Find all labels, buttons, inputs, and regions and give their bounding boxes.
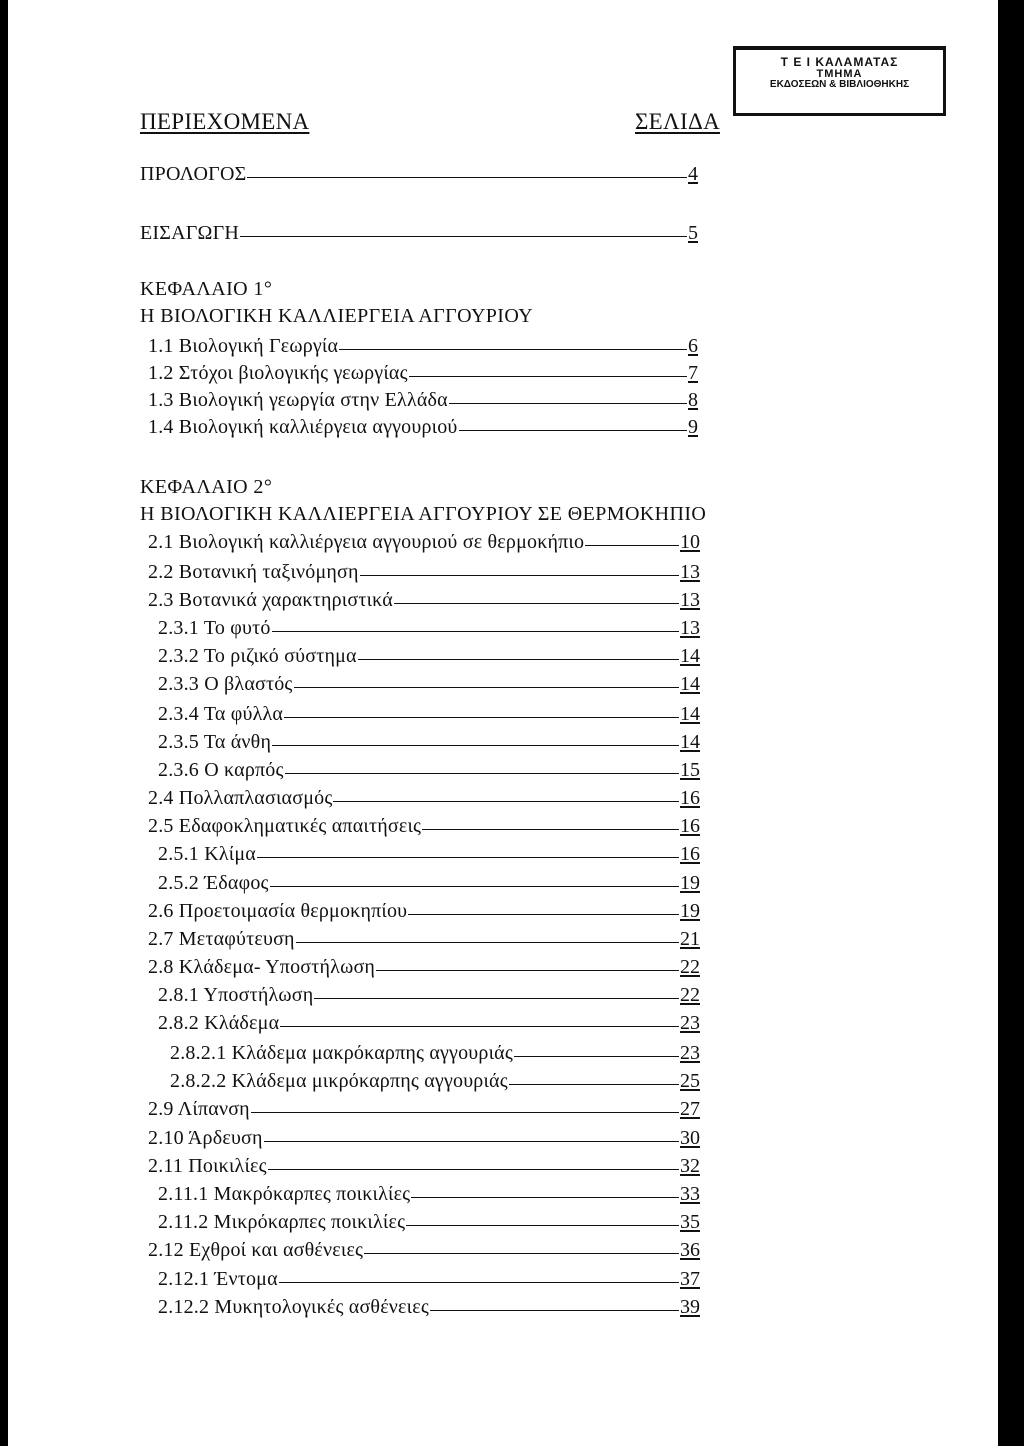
toc-entry-title: ΠΡΟΛΟΓΟΣ [140, 163, 247, 185]
toc-leader-line [284, 717, 679, 718]
toc-page-number: 27 [680, 1098, 700, 1120]
toc-entry-title: 2.5.1 Κλίμα [158, 843, 256, 865]
toc-page-number: 25 [680, 1070, 700, 1092]
toc-page-number: 8 [688, 389, 698, 411]
toc-entry [158, 843, 700, 869]
toc-page-number: 14 [680, 645, 700, 667]
toc-page-number: 14 [680, 703, 700, 725]
toc-leader-line [360, 575, 679, 576]
toc-entry [148, 362, 698, 388]
toc-entry-title: 2.3.3 Ο βλαστός [158, 673, 293, 695]
toc-leader-line [411, 1197, 679, 1198]
page-column-heading: ΣΕΛΙΔΑ [635, 109, 720, 134]
toc-page-number: 36 [680, 1239, 700, 1261]
toc-entry-title: 2.12.1 Έντομα [158, 1268, 278, 1290]
toc-page-number: 22 [680, 956, 700, 978]
toc-entry-title: 2.11.2 Μικρόκαρπες ποικιλίες [158, 1211, 406, 1233]
toc-leader-line [270, 886, 679, 887]
toc-entry-title: 2.11.1 Μακρόκαρπες ποικιλίες [158, 1183, 411, 1205]
toc-entry-title: ΕΙΣΑΓΩΓΗ [140, 222, 239, 244]
toc-leader-line [272, 745, 679, 746]
toc-entry [140, 163, 698, 189]
toc-page-number: 14 [680, 731, 700, 753]
toc-page-number: 15 [680, 759, 700, 781]
toc-page-number: 33 [680, 1183, 700, 1205]
toc-entry [148, 928, 700, 954]
toc-leader-line [459, 430, 687, 431]
toc-page-number: 30 [680, 1127, 700, 1149]
toc-entry [148, 1127, 700, 1153]
toc-entry-title: 2.3.1 Το φυτό [158, 617, 271, 639]
toc-leader-line [585, 545, 679, 546]
toc-entry [170, 1042, 700, 1068]
toc-leader-line [358, 659, 679, 660]
toc-page-number: 13 [680, 617, 700, 639]
toc-entry [148, 815, 700, 841]
toc-entry [158, 1211, 700, 1237]
toc-page-number: 10 [680, 531, 700, 553]
toc-entry-title: 2.5 Εδαφοκληματικές απαιτήσεις [148, 815, 422, 837]
toc-entry [158, 984, 700, 1010]
toc-entry-title: 2.5.2 Έδαφος [158, 872, 269, 894]
toc-entry-title: 2.12 Εχθροί και ασθένειες [148, 1239, 364, 1261]
toc-leader-line [376, 970, 679, 971]
toc-entry-title: 2.10 Άρδευση [148, 1127, 263, 1149]
toc-entry [148, 787, 700, 813]
toc-leader-line [257, 857, 679, 858]
toc-entry-title: 2.1 Βιολογική καλλιέργεια αγγουριού σε θερμοκήπιο [148, 531, 585, 553]
toc-leader-line [364, 1253, 679, 1254]
toc-page-number: 37 [680, 1268, 700, 1290]
toc-entry [158, 617, 700, 643]
toc-page-number: 16 [680, 843, 700, 865]
toc-leader-line [509, 1084, 679, 1085]
toc-leader-line [268, 1169, 679, 1170]
toc-entry-title: 1.2 Στόχοι βιολογικής γεωργίας [148, 362, 408, 384]
toc-entry-title: 2.3 Βοτανικά χαρακτηριστικά [148, 589, 393, 611]
toc-entry-title: 2.8.2.2 Κλάδεμα μικρόκαρπης αγγουριάς [170, 1070, 508, 1092]
toc-entry [158, 645, 700, 671]
toc-entry [170, 1070, 700, 1096]
toc-entry [148, 561, 700, 587]
toc-entry-title: 2.6 Προετοιμασία θερμοκηπίου [148, 900, 408, 922]
toc-leader-line [422, 829, 679, 830]
toc-entry-title: 2.12.2 Μυκητολογικές ασθένειες [158, 1296, 429, 1318]
toc-leader-line [514, 1056, 679, 1057]
toc-leader-line [406, 1225, 679, 1226]
toc-entry-title: 2.8 Κλάδεμα- Υποστήλωση [148, 956, 376, 978]
toc-leader-line [240, 236, 687, 237]
toc-entry-title: 2.3.4 Τα φύλλα [158, 703, 284, 725]
toc-entry [148, 956, 700, 982]
toc-leader-line [314, 998, 679, 999]
toc-chapter-heading: Η ΒΙΟΛΟΓΙΚΗ ΚΑΛΛΙΕΡΓΕΙΑ ΑΓΓΟΥΡΙΟΥ ΣΕ ΘΕΡΜΟΚΗΠΙΟ [140, 503, 707, 525]
toc-leader-line [394, 603, 679, 604]
toc-leader-line [285, 773, 679, 774]
toc-entry-title: 2.8.2.1 Κλάδεμα μακρόκαρπης αγγουριάς [170, 1042, 513, 1064]
toc-page-number: 35 [680, 1211, 700, 1233]
stamp-line-2: ΤΜΗΜΑ [816, 67, 863, 80]
toc-entry [158, 673, 700, 699]
toc-entry [148, 531, 700, 557]
toc-leader-line [333, 801, 679, 802]
toc-leader-line [449, 403, 687, 404]
toc-entry [148, 1155, 700, 1181]
toc-entry [148, 416, 698, 442]
toc-entry [158, 703, 700, 729]
toc-page-number: 32 [680, 1155, 700, 1177]
library-stamp [733, 46, 946, 116]
toc-page-number: 13 [680, 561, 700, 583]
toc-page-number: 5 [688, 222, 698, 244]
toc-page-number: 7 [688, 362, 698, 384]
toc-entry-title: 1.3 Βιολογική γεωργία στην Ελλάδα [148, 389, 448, 411]
toc-leader-line [272, 631, 679, 632]
toc-page-number: 9 [688, 416, 698, 438]
toc-entry-title: 2.8.1 Υποστήλωση [158, 984, 314, 1006]
toc-leader-line [339, 349, 687, 350]
toc-page-number: 19 [680, 900, 700, 922]
toc-page-number: 6 [688, 335, 698, 357]
toc-page-number: 23 [680, 1012, 700, 1034]
toc-entry-title: 2.3.2 Το ριζικό σύστημα [158, 645, 357, 667]
toc-leader-line [430, 1310, 679, 1311]
toc-page-number: 22 [680, 984, 700, 1006]
toc-entry-title: 2.4 Πολλαπλασιασμός [148, 787, 333, 809]
toc-leader-line [409, 376, 687, 377]
toc-entry [158, 1296, 700, 1322]
toc-entry [158, 1183, 700, 1209]
toc-entry [148, 1239, 700, 1265]
toc-leader-line [296, 942, 679, 943]
contents-heading: ΠΕΡΙΕΧΟΜΕΝΑ [140, 109, 310, 134]
toc-entry-title: 1.1 Βιολογική Γεωργία [148, 335, 339, 357]
toc-leader-line [408, 914, 679, 915]
toc-leader-line [279, 1282, 679, 1283]
toc-chapter-heading: Η ΒΙΟΛΟΓΙΚΗ ΚΑΛΛΙΕΡΓΕΙΑ ΑΓΓΟΥΡΙΟΥ [140, 305, 534, 327]
toc-entry-title: 1.4 Βιολογική καλλιέργεια αγγουριού [148, 416, 458, 438]
toc-page-number: 4 [688, 163, 698, 185]
toc-leader-line [247, 177, 687, 178]
toc-page-number: 13 [680, 589, 700, 611]
toc-entry-title: 2.8.2 Κλάδεμα [158, 1012, 280, 1034]
toc-page-number: 16 [680, 815, 700, 837]
toc-chapter-heading: ΚΕΦΑΛΑΙΟ 1° [140, 278, 273, 300]
toc-entry-title: 2.3.5 Τα άνθη [158, 731, 272, 753]
stamp-line-1: Τ Ε Ι ΚΑΛΑΜΑΤΑΣ [780, 55, 899, 69]
toc-page-number: 39 [680, 1296, 700, 1318]
toc-page-number: 19 [680, 872, 700, 894]
toc-entry [158, 1012, 700, 1038]
toc-entry [148, 589, 700, 615]
toc-chapter-heading: ΚΕΦΑΛΑΙΟ 2° [140, 476, 273, 498]
toc-page-number: 14 [680, 673, 700, 695]
toc-entry [148, 900, 700, 926]
toc-entry-title: 2.2 Βοτανική ταξινόμηση [148, 561, 359, 583]
toc-leader-line [280, 1026, 679, 1027]
toc-page-number: 23 [680, 1042, 700, 1064]
toc-entry [158, 731, 700, 757]
toc-entry [158, 872, 700, 898]
toc-leader-line [264, 1141, 679, 1142]
toc-entry [140, 222, 698, 248]
toc-entry [148, 1098, 700, 1124]
toc-entry-title: 2.3.6 Ο καρπός [158, 759, 284, 781]
toc-page-number: 21 [680, 928, 700, 950]
toc-entry-title: 2.11 Ποικιλίες [148, 1155, 267, 1177]
toc-page-number: 16 [680, 787, 700, 809]
toc-entry-title: 2.9 Λίπανση [148, 1098, 250, 1120]
toc-entry [148, 335, 698, 361]
toc-entry [158, 1268, 700, 1294]
toc-entry [158, 759, 700, 785]
document-page [8, 0, 998, 1446]
toc-leader-line [251, 1112, 679, 1113]
toc-entry [148, 389, 698, 415]
toc-entry-title: 2.7 Μεταφύτευση [148, 928, 295, 950]
stamp-line-3: ΕΚΔΟΣΕΩΝ & ΒΙΒΛΙΟΘΗΚΗΣ [769, 79, 910, 91]
toc-leader-line [294, 687, 679, 688]
